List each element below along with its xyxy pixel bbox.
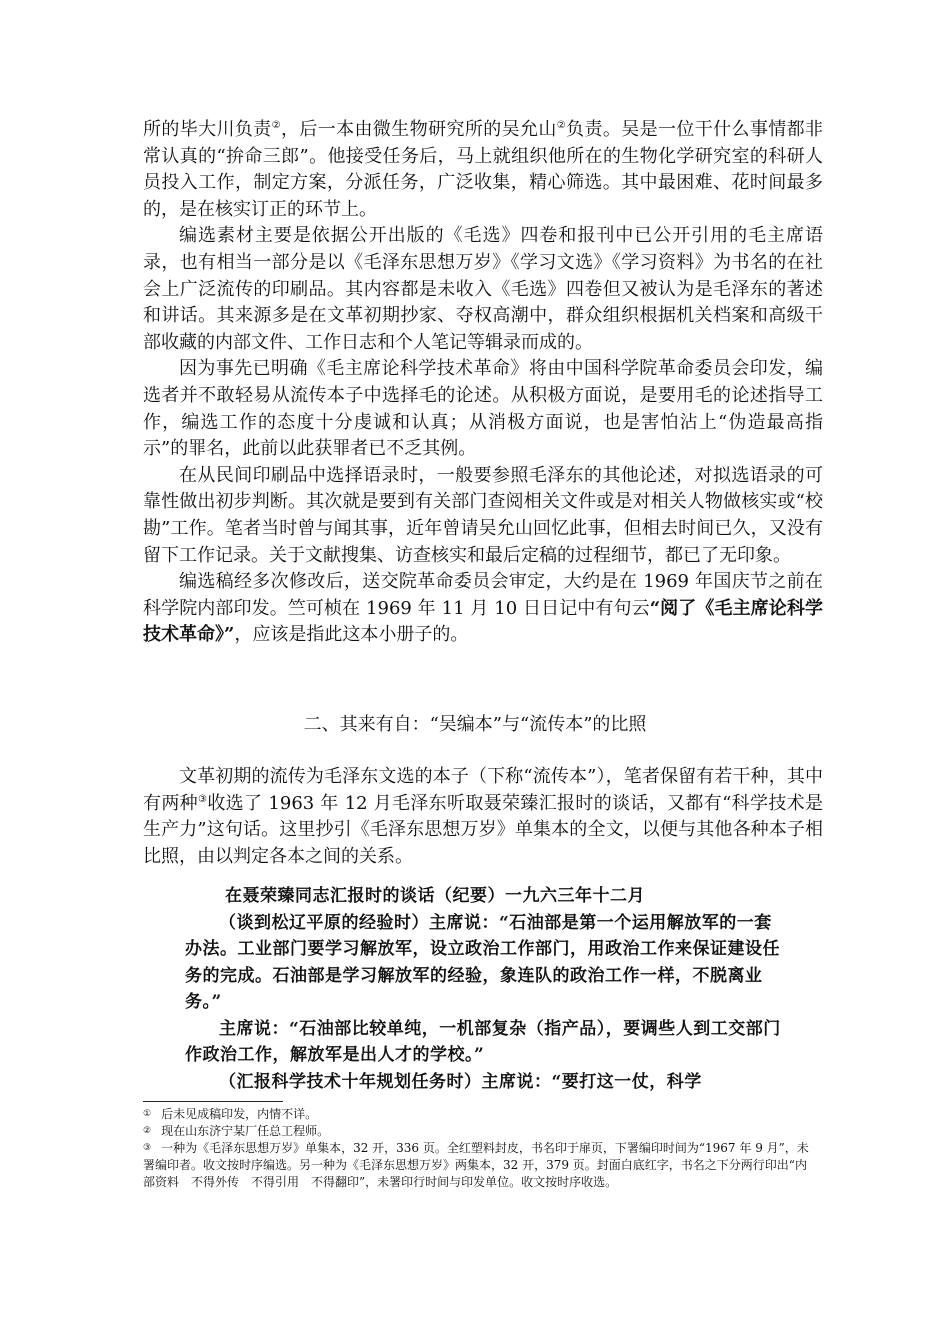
quoted-transcript bbox=[185, 883, 785, 1095]
body-text-middle bbox=[143, 764, 823, 870]
footnote-3: ③ 一种为《毛泽东思想万岁》单集本，32 开，336 页。全红塑料封皮，书名印于扉页，下署编印时间为“1967 年 9 月”，未署编印者。收文按时序编选。另一种为《毛泽东思想万岁》两集本，32 开，379 页。封面白底红字，书名之下分两行印出“内部资料 不得外传 不得引用 不得翻印”，未署印行时间与印发单位。收文按时序收选。 bbox=[143, 1141, 809, 1189]
bold-quote: “阅了《毛主席论科学技术革命》” bbox=[143, 597, 823, 646]
paragraph-5: 编选稿经多次修改后，送交院革命委员会审定，大约是在 1969 年国庆节之前在科学院内部印发。竺可桢在 1969 年 11 月 10 日日记中有句云“阅了《毛主席论科学技术革命》”，应该是指此这本小册子的。 bbox=[143, 571, 823, 646]
footnote-ref[interactable]: ③ bbox=[198, 793, 208, 805]
paragraph-4: 在从民间印刷品中选择语录时，一般要参照毛泽东的其他论述，对拟选语录的可靠性做出初步判断。其次就是要到有关部门查阅相关文件或是对相关人物做核实或“校勘”工作。笔者当时曾与闻其事，近年曾请吴允山回忆此事，但相去时间已久，又没有留下工作记录。关于文献搜集、访查核实和最后定稿的过程细节，都已了无印象。 bbox=[143, 464, 823, 566]
footnote-ref[interactable]: ② bbox=[271, 120, 282, 131]
section-heading: 二、其来有自：“吴编本”与“流传本”的比照 bbox=[303, 714, 647, 735]
quote-paragraph-1: （谈到松辽平原的经验时）主席说：“石油部是第一个运用解放军的一套办法。工业部门要学习解放军，设立政治工作部门，用政治工作来保证建设任务的完成。石油部是学习解放军的经验，象连队的政治工作一样，不脱离业务。” bbox=[185, 912, 780, 1012]
quote-paragraph-3: （汇报科学技术十年规划任务时）主席说：“要打这一仗，科学 bbox=[219, 1071, 702, 1092]
footnote-2: ② 现在山东济宁某厂任总工程师。 bbox=[143, 1124, 330, 1138]
quote-paragraph-2: 主席说：“石油部比较单纯，一机部复杂（指产品），要调些人到工交部门作政治工作，解放军是出人才的学校。” bbox=[185, 1018, 781, 1065]
paragraph-2: 编选素材主要是依据公开出版的《毛选》四卷和报刊中已公开引用的毛主席语录，也有相当一部分是以《毛泽东思想万岁》《学习文选》《学习资料》为书名的在社会上广泛流传的印刷品。其内容都是未收入《毛选》四卷但又被认为是毛泽东的著述和讲话。其来源多是在文革初期抄家、夺权高潮中，群众组织根据机关档案和高级干部收藏的内部文件、工作日志和个人笔记等辑录而成的。 bbox=[143, 225, 823, 353]
paragraph-1: 所的毕大川负责②，后一本由微生物研究所的吴允山②负责。吴是一位干什么事情都非常认真的“拚命三郎”。他接受任务后，马上就组织他所在的生物化学研究室的科研人员投入工作，制定方案，分派任务，广泛收集，精心筛选。其中最困难、花时间最多的，是在核实订正的环节上。 bbox=[143, 119, 824, 220]
body-text-top bbox=[143, 117, 823, 649]
paragraph-6: 文革初期的流传为毛泽东文选的本子（下称“流传本”），笔者保留有若干种，其中有两种③收选了 1963 年 12 月毛泽东听取聂荣臻汇报时的谈话，又都有“科学技术是生产力”这句话。这里抄引《毛泽东思想万岁》单集本的全文，以便与其他各种本子相比照，由以判定各本之间的关系。 bbox=[143, 766, 824, 867]
footnote-ref[interactable]: ② bbox=[556, 120, 567, 131]
footnotes bbox=[143, 1106, 813, 1191]
footnote-divider bbox=[143, 1101, 283, 1102]
footnote-1: ① 后未见成稿印发，内情不详。 bbox=[143, 1107, 318, 1121]
quote-title: 在聂荣臻同志汇报时的谈话（纪要）一九六三年十二月 bbox=[225, 886, 645, 906]
paragraph-3: 因为事先已明确《毛主席论科学技术革命》将由中国科学院革命委员会印发，编选者并不敢轻易从流传本子中选择毛的论述。从积极方面说，是要用毛的论述指导工作，编选工作的态度十分虔诚和认真；从消极方面说，也是害怕沾上“伪造最高指示”的罪名，此前以此获罪者已不乏其例。 bbox=[143, 358, 823, 460]
